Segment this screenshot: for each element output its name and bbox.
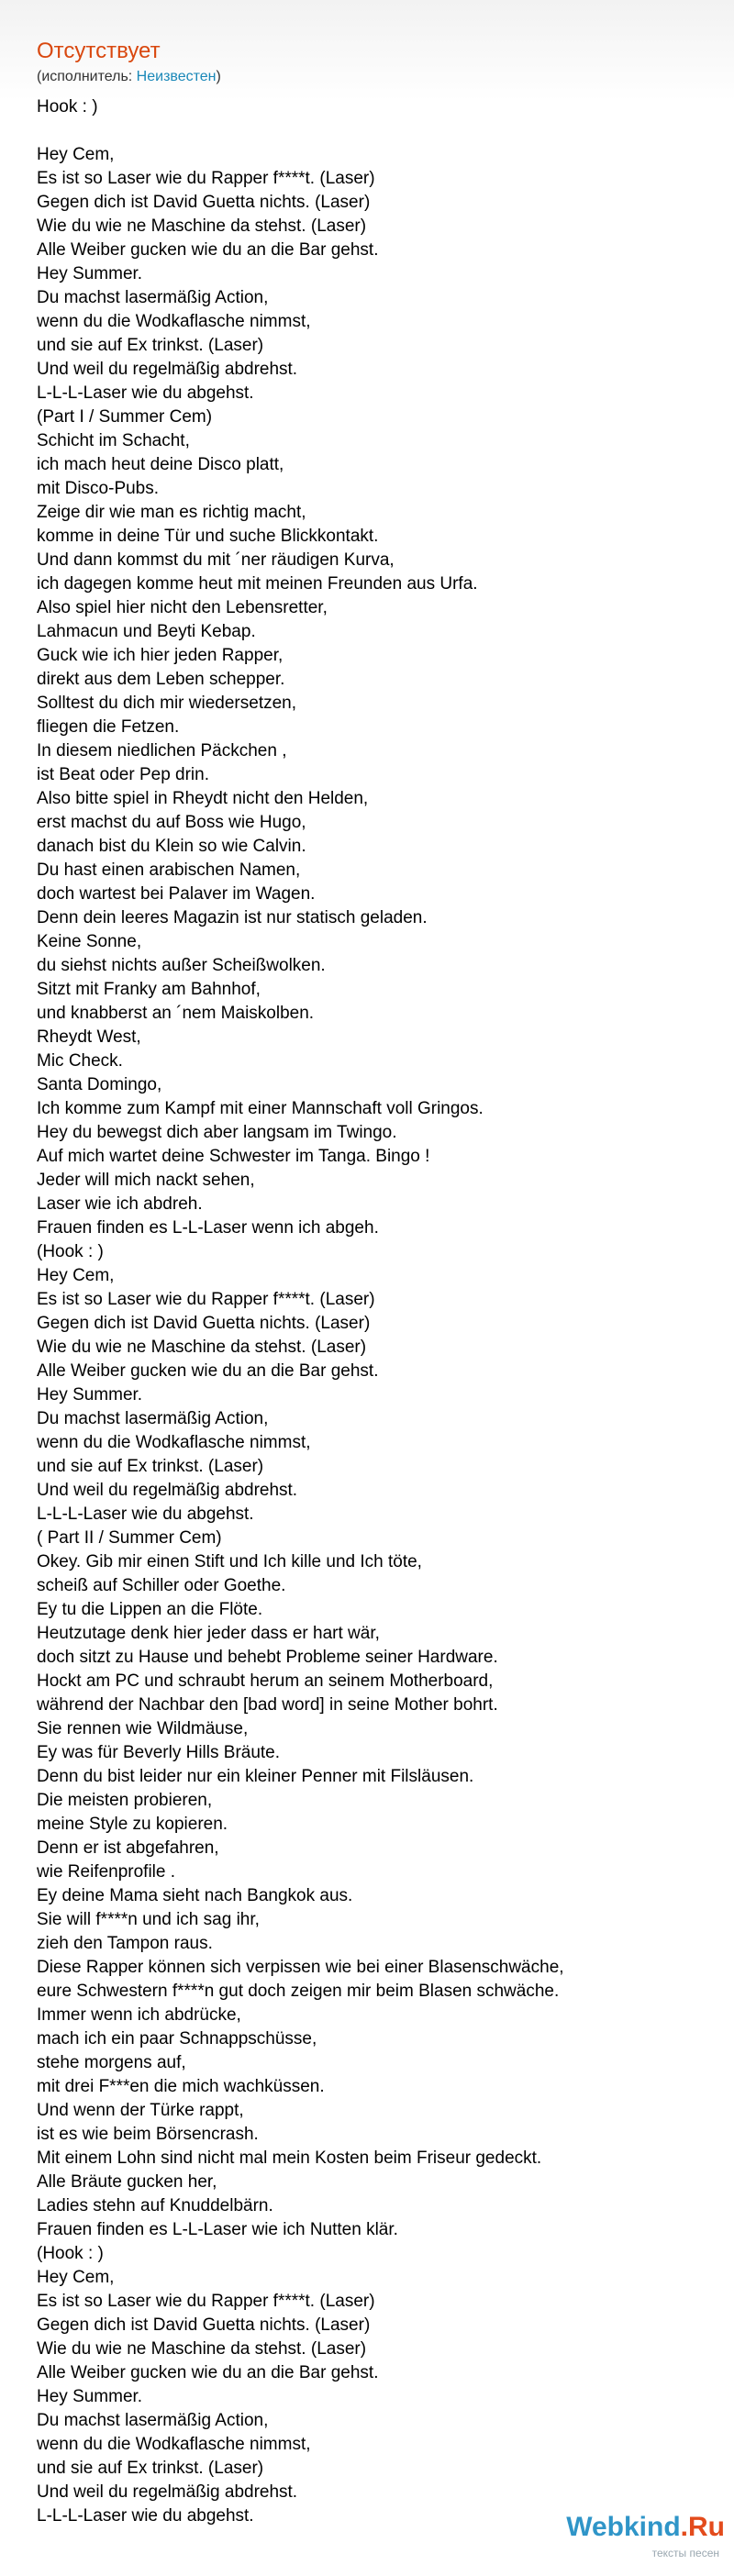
lyric-line: Okey. Gib mir einen Stift und Ich kille und Ich töte,	[37, 1552, 422, 1571]
lyric-line: Hockt am PC und schraubt herum an seinem Motherboard,	[37, 1671, 494, 1691]
performer-link[interactable]: Неизвестен	[136, 69, 217, 84]
lyric-line: doch wartest bei Palaver im Wagen.	[37, 884, 316, 904]
lyric-line: Laser wie ich abdreh.	[37, 1194, 203, 1214]
lyric-line: zieh den Tampon raus.	[37, 1934, 213, 1953]
lyric-line: Es ist so Laser wie du Rapper f****t. (Laser)	[37, 2292, 375, 2311]
lyric-line: Es ist so Laser wie du Rapper f****t. (Laser)	[37, 169, 375, 188]
lyric-line: Lahmacun und Beyti Kebap.	[37, 622, 256, 641]
lyric-line: eure Schwestern f****n gut doch zeigen mir beim Blasen schwäche.	[37, 1982, 560, 2001]
lyric-line: Wie du wie ne Maschine da stehst. (Laser)	[37, 217, 367, 236]
lyric-line: Zeige dir wie man es richtig macht,	[37, 503, 306, 522]
lyric-line: Du machst lasermäßig Action,	[37, 288, 269, 307]
lyric-line: Hey Cem,	[37, 2268, 115, 2287]
lyric-line: Hey Cem,	[37, 145, 115, 164]
lyric-line: Wie du wie ne Maschine da stehst. (Laser)	[37, 1338, 367, 1357]
lyric-line: Gegen dich ist David Guetta nichts. (Laser)	[37, 2315, 371, 2335]
lyric-line: Gegen dich ist David Guetta nichts. (Laser)	[37, 1314, 371, 1333]
lyric-line: Alle Bräute gucken her,	[37, 2172, 217, 2192]
lyric-line: Hey Summer.	[37, 1385, 143, 1405]
lyric-line: Jeder will mich nackt sehen,	[37, 1171, 255, 1190]
lyric-line: Du machst lasermäßig Action,	[37, 2411, 269, 2430]
lyric-line: (Part I / Summer Cem)	[37, 407, 213, 427]
lyric-line: Guck wie ich hier jeden Rapper,	[37, 646, 284, 665]
lyric-line: Alle Weiber gucken wie du an die Bar gehst.	[37, 2363, 379, 2382]
lyric-line: und knabberst an ´nem Maiskolben.	[37, 1004, 315, 1023]
lyric-line: mit drei F***en die mich wachküssen.	[37, 2077, 325, 2096]
lyric-line: Ladies stehn auf Knuddelbärn.	[37, 2196, 273, 2215]
lyric-line: Sie rennen wie Wildmäuse,	[37, 1719, 249, 1738]
lyric-line: Also spiel hier nicht den Lebensretter,	[37, 598, 328, 617]
lyric-line: Hook : )	[37, 97, 98, 117]
lyric-line: mit Disco-Pubs.	[37, 479, 160, 498]
lyric-line: scheiß auf Schiller oder Goethe.	[37, 1576, 286, 1595]
lyric-line: Alle Weiber gucken wie du an die Bar gehst.	[37, 240, 379, 260]
logo-tld: Ru	[688, 2512, 725, 2542]
lyric-line: Mic Check.	[37, 1051, 123, 1071]
lyric-line: Schicht im Schacht,	[37, 431, 190, 450]
lyric-line: Frauen finden es L-L-Laser wie ich Nutten klär.	[37, 2220, 398, 2239]
lyric-line: und sie auf Ex trinkst. (Laser)	[37, 1457, 264, 1476]
lyric-line: L-L-L-Laser wie du abgehst.	[37, 2506, 254, 2526]
lyric-line: direkt aus dem Leben schepper.	[37, 670, 285, 689]
lyric-line: In diesem niedlichen Päckchen ,	[37, 741, 287, 761]
lyric-line: (Hook : )	[37, 2244, 104, 2263]
song-title: Отсутствует	[37, 39, 161, 63]
lyric-line: während der Nachbar den [bad word] in seine Mother bohrt.	[37, 1695, 498, 1715]
performer-suffix: )	[216, 69, 221, 84]
lyric-line: Denn er ist abgefahren,	[37, 1838, 219, 1858]
logo-wordmark	[566, 2512, 725, 2543]
lyric-line: Sitzt mit Franky am Bahnhof,	[37, 980, 261, 999]
lyric-line: Ey tu die Lippen an die Flöte.	[37, 1600, 263, 1619]
lyric-line: Ey deine Mama sieht nach Bangkok aus.	[37, 1886, 353, 1905]
lyric-line: Hey Summer.	[37, 2387, 143, 2406]
lyric-line: mach ich ein paar Schnappschüsse,	[37, 2029, 317, 2049]
lyric-line: wenn du die Wodkaflasche nimmst,	[37, 2435, 311, 2454]
logo-word: Webkind	[566, 2512, 681, 2542]
lyric-line: Du machst lasermäßig Action,	[37, 1409, 269, 1428]
lyric-line: Hey du bewegst dich aber langsam im Twingo.	[37, 1123, 397, 1142]
lyric-line: L-L-L-Laser wie du abgehst.	[37, 1505, 254, 1524]
lyric-line: Es ist so Laser wie du Rapper f****t. (Laser)	[37, 1290, 375, 1309]
blank-line	[37, 119, 716, 143]
lyric-line: Santa Domingo,	[37, 1075, 162, 1094]
header	[0, 0, 734, 101]
lyric-line: ich dagegen komme heut mit meinen Freunden aus Urfa.	[37, 574, 478, 594]
lyric-line: Solltest du dich mir wiedersetzen,	[37, 694, 297, 713]
lyrics-text	[37, 95, 716, 2528]
lyric-line: Keine Sonne,	[37, 932, 142, 951]
lyric-line: ist Beat oder Pep drin.	[37, 765, 209, 784]
lyric-line: Gegen dich ist David Guetta nichts. (Laser)	[37, 193, 371, 212]
lyric-line: Ey was für Beverly Hills Bräute.	[37, 1743, 281, 1762]
lyric-line: Die meisten probieren,	[37, 1791, 213, 1810]
lyric-line: ( Part II / Summer Cem)	[37, 1528, 222, 1548]
lyric-line: Alle Weiber gucken wie du an die Bar gehst.	[37, 1361, 379, 1381]
lyric-line: und sie auf Ex trinkst. (Laser)	[37, 2459, 264, 2478]
performer-line	[37, 68, 221, 86]
lyric-line: ist es wie beim Börsencrash.	[37, 2125, 259, 2144]
lyric-line: Und dann kommst du mit ´ner räudigen Kurva,	[37, 550, 395, 570]
lyric-line: Heutzutage denk hier jeder dass er hart wär,	[37, 1624, 380, 1643]
lyric-line: Rheydt West,	[37, 1027, 141, 1047]
lyric-line: L-L-L-Laser wie du abgehst.	[37, 383, 254, 403]
lyric-line: Immer wenn ich abdrücke,	[37, 2005, 241, 2025]
lyric-line: wenn du die Wodkaflasche nimmst,	[37, 312, 311, 331]
lyric-line: Also bitte spiel in Rheydt nicht den Helden,	[37, 789, 369, 808]
site-logo[interactable]	[541, 2512, 725, 2567]
lyric-line: komme in deine Tür und suche Blickkontakt.	[37, 527, 379, 546]
lyric-line: Diese Rapper können sich verpissen wie bei einer Blasenschwäche,	[37, 1958, 564, 1977]
lyric-line: Denn dein leeres Magazin ist nur statisch geladen.	[37, 908, 428, 927]
lyric-line: du siehst nichts außer Scheißwolken.	[37, 956, 326, 975]
performer-prefix: (исполнитель:	[37, 69, 137, 84]
lyric-line: und sie auf Ex trinkst. (Laser)	[37, 336, 264, 355]
lyric-line: wenn du die Wodkaflasche nimmst,	[37, 1433, 311, 1452]
lyric-line: Und weil du regelmäßig abdrehst.	[37, 360, 298, 379]
lyric-line: Ich komme zum Kampf mit einer Mannschaft voll Gringos.	[37, 1099, 484, 1118]
lyric-line: fliegen die Fetzen.	[37, 717, 180, 737]
lyric-line: doch sitzt zu Hause und behebt Probleme seiner Hardware.	[37, 1648, 498, 1667]
lyric-line: Und weil du regelmäßig abdrehst.	[37, 2482, 298, 2502]
lyric-line: stehe morgens auf,	[37, 2053, 186, 2072]
logo-tagline: тексты песен	[651, 2547, 719, 2559]
lyric-line: Hey Summer.	[37, 264, 143, 283]
lyric-line: (Hook : )	[37, 1242, 104, 1261]
lyric-line: Und weil du regelmäßig abdrehst.	[37, 1481, 298, 1500]
logo-dot: .	[680, 2512, 688, 2542]
lyric-line: wie Reifenprofile .	[37, 1862, 176, 1882]
lyric-line: Denn du bist leider nur ein kleiner Penner mit Filsläusen.	[37, 1767, 474, 1786]
lyric-line: Wie du wie ne Maschine da stehst. (Laser)	[37, 2339, 367, 2359]
lyric-line: Sie will f****n und ich sag ihr,	[37, 1910, 260, 1929]
lyric-line: erst machst du auf Boss wie Hugo,	[37, 813, 306, 832]
lyric-line: danach bist du Klein so wie Calvin.	[37, 837, 306, 856]
lyric-line: ich mach heut deine Disco platt,	[37, 455, 284, 474]
lyric-line: Und wenn der Türke rappt,	[37, 2101, 244, 2120]
lyric-line: meine Style zu kopieren.	[37, 1815, 228, 1834]
lyric-line: Du hast einen arabischen Namen,	[37, 861, 301, 880]
lyric-line: Auf mich wartet deine Schwester im Tanga. Bingo !	[37, 1147, 430, 1166]
lyric-line: Mit einem Lohn sind nicht mal mein Kosten beim Friseur gedeckt.	[37, 2149, 542, 2168]
lyric-line: Hey Cem,	[37, 1266, 115, 1285]
lyric-line: Frauen finden es L-L-Laser wenn ich abgeh.	[37, 1218, 379, 1238]
